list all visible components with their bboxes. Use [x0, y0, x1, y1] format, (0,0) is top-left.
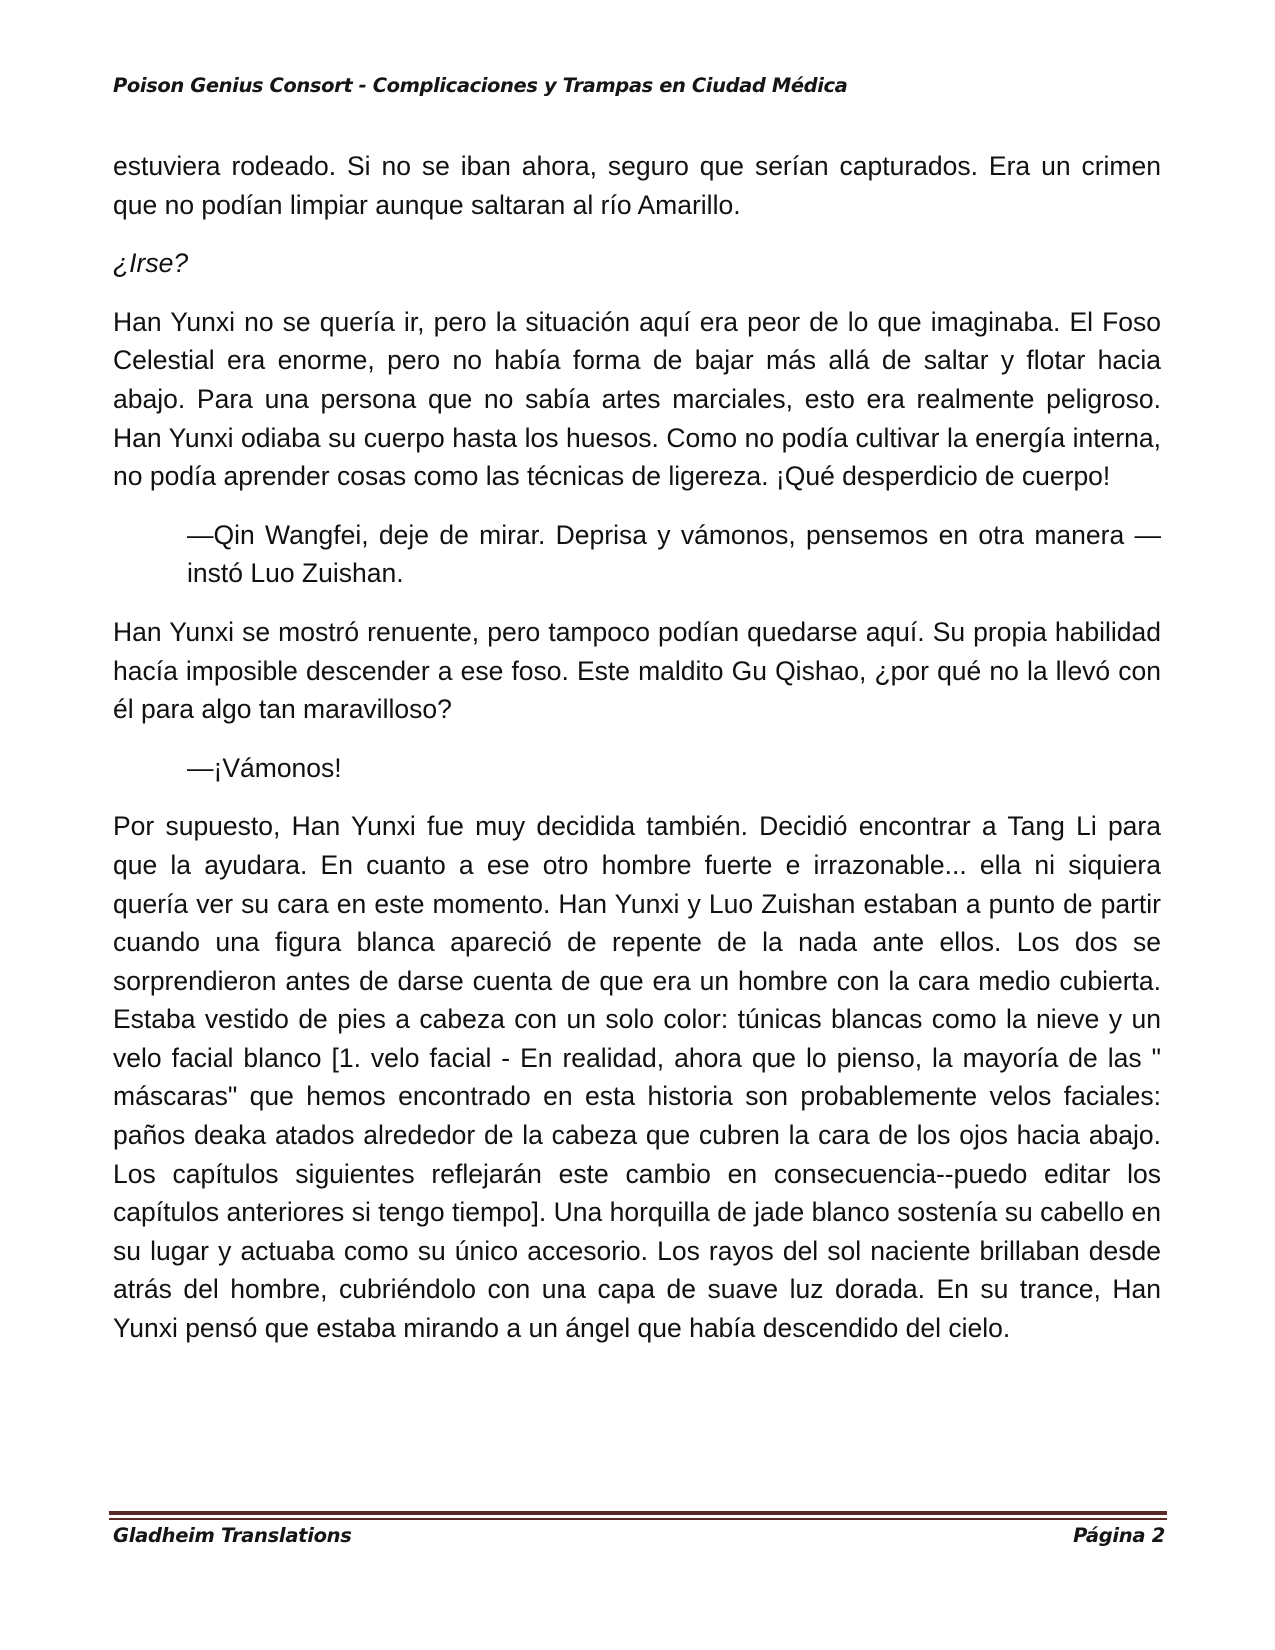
footer-divider-thin	[109, 1518, 1167, 1520]
paragraph: Han Yunxi no se quería ir, pero la situación aquí era peor de lo que imaginaba. El Foso Celestial era enorme, pero no había forma de bajar más allá de saltar y flotar hacia abajo. Para una persona que no sabía artes marciales, esto era realmente peligroso. Han Yunxi odiaba su cuerpo hasta los huesos. Como no podía cultivar la energía interna, no podía aprender cosas como las técnicas de ligereza. ¡Qué desperdicio de cuerpo!	[113, 306, 1161, 492]
dialogue-paragraph: —¡Vámonos!	[187, 752, 342, 783]
paragraph: Han Yunxi se mostró renuente, pero tampoco podían quedarse aquí. Su propia habilidad hacía imposible descender a ese foso. Este maldito Gu Qishao, ¿por qué no la llevó con él para algo tan maravilloso?	[113, 616, 1161, 725]
paragraph: estuviera rodeado. Si no se iban ahora, seguro que serían capturados. Era un crimen que no podían limpiar aunque saltaran al río Amarillo.	[113, 151, 1161, 220]
footer-page-number: Página 2	[1073, 1524, 1165, 1547]
paragraph-italic: ¿Irse?	[113, 248, 189, 279]
body-text	[113, 147, 1161, 1368]
footer-publisher: Gladheim Translations	[113, 1524, 352, 1547]
footer-divider-thick	[109, 1511, 1167, 1515]
dialogue-paragraph: —Qin Wangfei, deje de mirar. Deprisa y vámonos, pensemos en otra manera —instó Luo Zuishan.	[187, 519, 1161, 589]
paragraph: Por supuesto, Han Yunxi fue muy decidida también. Decidió encontrar a Tang Li para que la ayudara. En cuanto a ese otro hombre fuerte e irrazonable... ella ni siquiera quería ver su cara en este momento. Han Yunxi y Luo Zuishan estaban a punto de partir cuando una figura blanca apareció de repente de la nada ante ellos. Los dos se sorprendieron antes de darse cuenta de que era un hombre con la cara medio cubierta. Estaba vestido de pies a cabeza con un solo color: túnicas blancas como la nieve y un velo facial blanco [1. velo facial - En realidad, ahora que lo pienso, la mayoría de las " máscaras" que hemos encontrado en esta historia son probablemente velos faciales: paños deaka atados alrededor de la cabeza que cubren la cara de los ojos hacia abajo. Los capítulos siguientes reflejarán este cambio en consecuencia--puedo editar los capítulos anteriores si tengo tiempo]. Una horquilla de jade blanco sostenía su cabello en su lugar y actuaba como su único accesorio. Los rayos del sol naciente brillaban desde atrás del hombre, cubriéndolo con una capa de suave luz dorada. En su trance, Han Yunxi pensó que estaba mirando a un ángel que había descendido del cielo.	[113, 811, 1161, 1344]
running-header-title: Poison Genius Consort - Complicaciones y Trampas en Ciudad Médica	[113, 74, 848, 97]
